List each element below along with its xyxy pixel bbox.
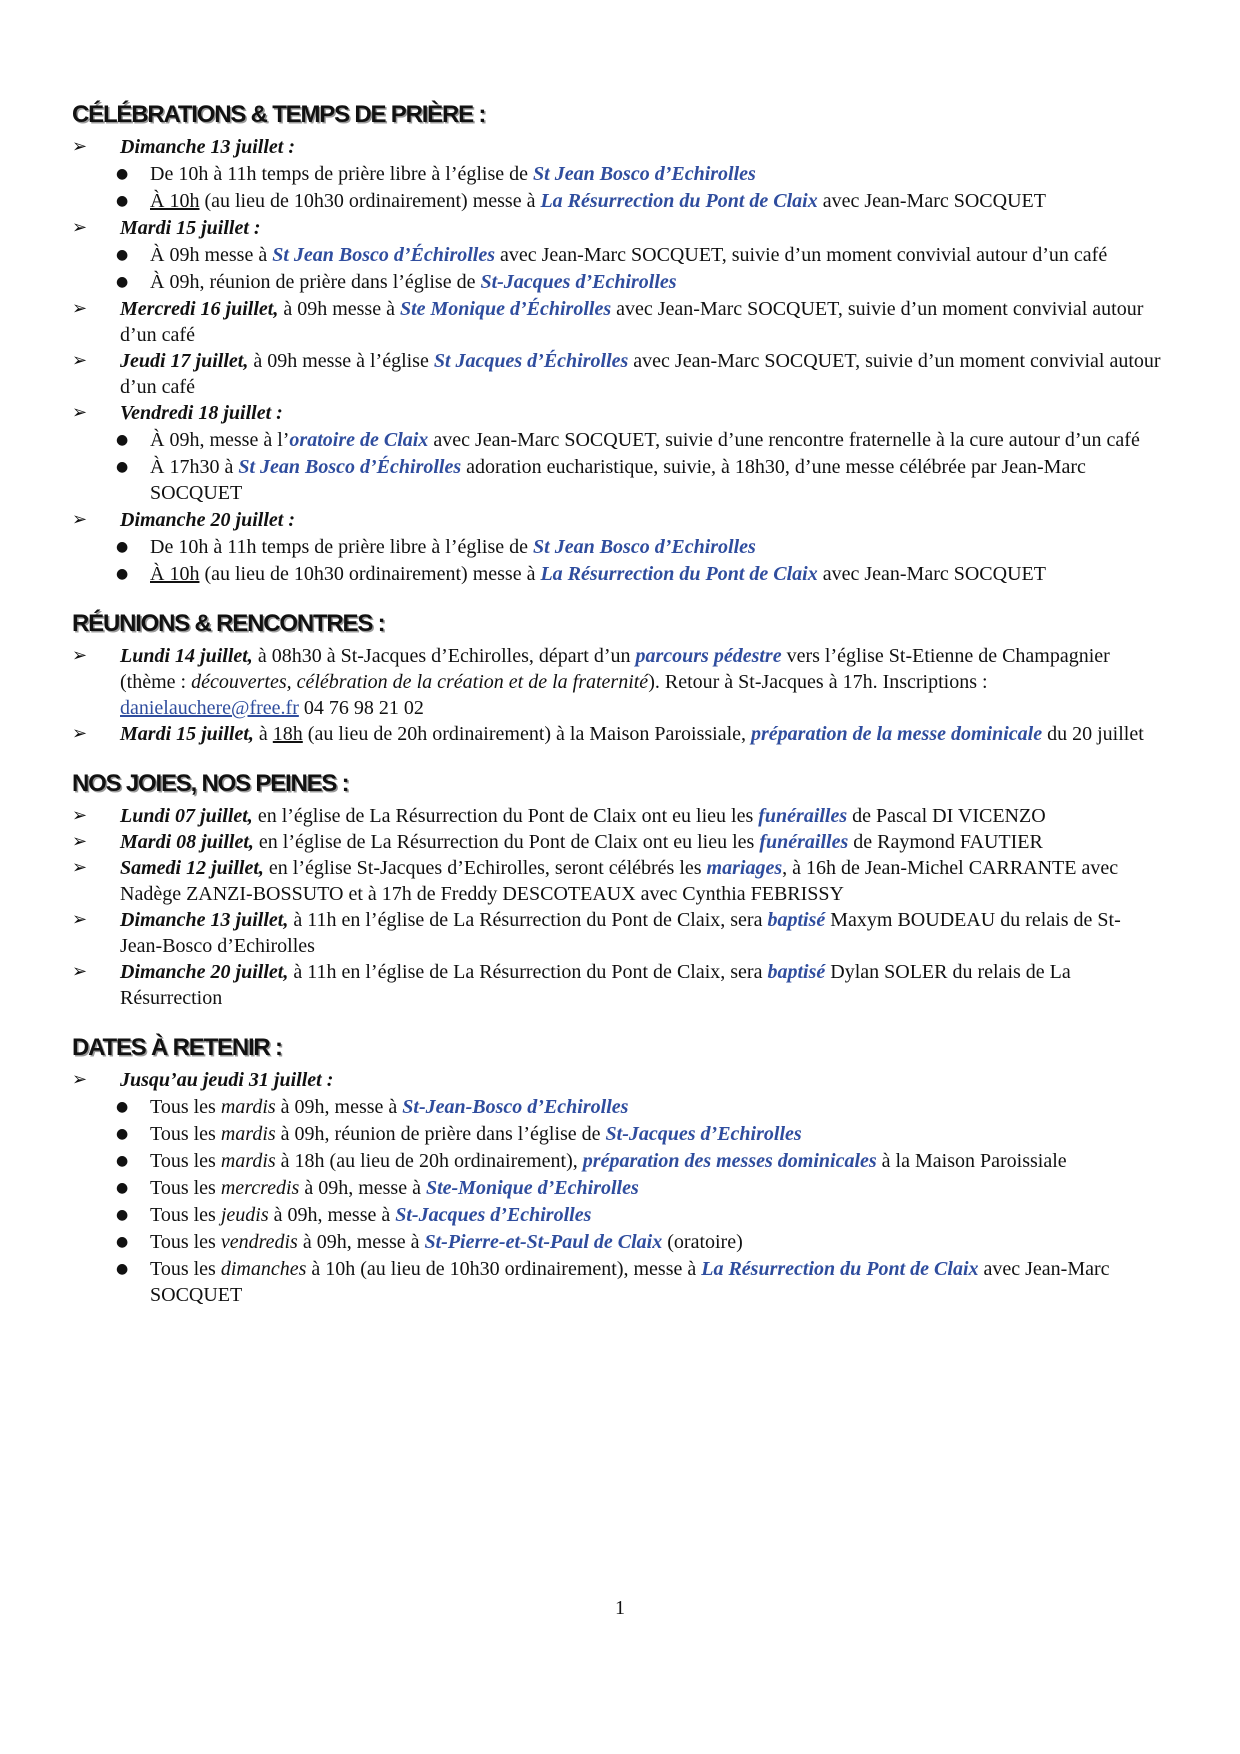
list-item: ➢ Mardi 15 juillet, à 18h (au lieu de 20h ordinairement) à la Maison Paroissiale, préparation de la messe dominicale du 20 juillet (72, 723, 1144, 745)
sub-item: ● Tous les dimanches à 10h (au lieu de 10h30 ordinairement), messe à La Résurrection du Pont de Claix avec Jean-Marc SOCQUET (116, 1258, 1110, 1306)
arrow-bullet-icon: ➢ (72, 350, 88, 371)
sub-item: ● Tous les mardis à 09h, réunion de prière dans l’église de St-Jacques d’Echirolles (116, 1123, 802, 1145)
place-name: St Jacques d’Échirolles (433, 350, 629, 372)
list-item: ➢ Dimanche 13 juillet : (72, 136, 295, 158)
place-name: La Résurrection du Pont de Claix (540, 190, 818, 212)
list-item: ➢ Vendredi 18 juillet : (72, 402, 283, 424)
dot-bullet-icon: ● (116, 1099, 129, 1115)
event-type: baptisé (767, 961, 826, 983)
arrow-bullet-icon: ➢ (72, 909, 88, 930)
place-name: Ste-Monique d’Echirolles (425, 1177, 639, 1199)
sub-item: ● Tous les vendredis à 09h, messe à St-Pierre-et-St-Paul de Claix (oratoire) (116, 1231, 743, 1253)
arrow-bullet-icon: ➢ (72, 509, 88, 530)
event-type: funérailles (758, 805, 848, 827)
sub-item: ● À 09h, réunion de prière dans l’église de St-Jacques d’Echirolles (116, 271, 677, 293)
list-item: ➢ Mercredi 16 juillet, à 09h messe à Ste Monique d’Échirolles avec Jean-Marc SOCQUET, suivie d’un moment convivial autour d’un café (72, 298, 1144, 346)
phone-number: 04 76 98 21 02 (298, 697, 424, 719)
sub-item: ● À 17h30 à St Jean Bosco d’Échirolles adoration eucharistique, suivie, à 18h30, d’une messe célébrée par Jean-Marc SOCQUET (116, 456, 1086, 504)
event-type: mariages (706, 857, 783, 879)
email-link[interactable]: danielauchere@free.fr (120, 697, 299, 719)
list-item: ➢ Samedi 12 juillet, en l’église St-Jacques d’Echirolles, seront célébrés les mariages, à 16h de Jean-Michel CARRANTE avec Nadège ZANZI-BOSSUTO et à 17h de Freddy DESCOTEAUX avec Cynthia FEBRISSY (72, 857, 1119, 905)
arrow-bullet-icon: ➢ (72, 298, 88, 319)
list-item: ➢ Mardi 08 juillet, en l’église de La Résurrection du Pont de Claix ont eu lieu les funérailles de Raymond FAUTIER (72, 831, 1043, 853)
arrow-bullet-icon: ➢ (72, 1069, 88, 1090)
document-content (72, 100, 1162, 1330)
place-name: préparation des messes dominicales (582, 1150, 877, 1172)
list-item: ➢ Dimanche 20 juillet, à 11h en l’église de La Résurrection du Pont de Claix, sera baptisé Dylan SOLER du relais de La Résurrection (72, 961, 1071, 1009)
place-name: St Jean Bosco d’Échirolles (272, 244, 495, 266)
place-name: St-Jacques d’Echirolles (480, 271, 677, 293)
list-item: ➢ Mardi 15 juillet : (72, 217, 261, 239)
place-name: St-Jacques d’Echirolles (605, 1123, 802, 1145)
sub-item: ● À 09h, messe à l’oratoire de Claix avec Jean-Marc SOCQUET, suivie d’une rencontre fraternelle à la cure autour d’un café (116, 429, 1140, 451)
event-type: funérailles (759, 831, 849, 853)
arrow-bullet-icon: ➢ (72, 402, 88, 423)
place-name: Ste Monique d’Échirolles (399, 298, 612, 320)
event-type: baptisé (767, 909, 826, 931)
dot-bullet-icon: ● (116, 1126, 129, 1142)
section-title: NOS JOIES, NOS PEINES : (72, 770, 349, 797)
section-title: DATES À RETENIR : (72, 1034, 282, 1061)
dot-bullet-icon: ● (116, 459, 129, 475)
dot-bullet-icon: ● (116, 274, 129, 290)
sub-item: ● À 10h (au lieu de 10h30 ordinairement) messe à La Résurrection du Pont de Claix avec Jean-Marc SOCQUET (116, 190, 1046, 212)
place-name: préparation de la messe dominicale (751, 723, 1043, 745)
section-title: CÉLÉBRATIONS & TEMPS DE PRIÈRE : (72, 101, 486, 128)
list-item: ➢ Dimanche 20 juillet : (72, 509, 295, 531)
place-name: St Jean Bosco d’Échirolles (238, 456, 462, 478)
arrow-bullet-icon: ➢ (72, 136, 88, 157)
section-celebrations (72, 100, 1162, 587)
sub-item: ● À 09h messe à St Jean Bosco d’Échirolles avec Jean-Marc SOCQUET, suivie d’un moment convivial autour d’un café (116, 244, 1108, 266)
page-number: 1 (615, 1597, 625, 1619)
list-item: ➢ Dimanche 13 juillet, à 11h en l’église de La Résurrection du Pont de Claix, sera baptisé Maxym BOUDEAU du relais de St-Jean-Bosco d’Echirolles (72, 909, 1121, 957)
arrow-bullet-icon: ➢ (72, 857, 88, 878)
list-item: ➢ Jusqu’au jeudi 31 juillet : (72, 1069, 334, 1091)
section-title: RÉUNIONS & RENCONTRES : (72, 610, 385, 637)
arrow-bullet-icon: ➢ (72, 723, 88, 744)
sub-item: ● Tous les mercredis à 09h, messe à Ste-Monique d’Echirolles (116, 1177, 639, 1199)
dot-bullet-icon: ● (116, 1180, 129, 1196)
section-reunions (72, 609, 1162, 747)
section-joies-peines (72, 769, 1162, 1011)
sub-item: ● De 10h à 11h temps de prière libre à l’église de St Jean Bosco d’Echirolles (116, 163, 756, 185)
place-name: St-Pierre-et-St-Paul de Claix (424, 1231, 663, 1253)
arrow-bullet-icon: ➢ (72, 645, 88, 666)
sub-item: ● Tous les jeudis à 09h, messe à St-Jacques d’Echirolles (116, 1204, 592, 1226)
dot-bullet-icon: ● (116, 1153, 129, 1169)
dot-bullet-icon: ● (116, 1234, 129, 1250)
list-item: ➢ Jeudi 17 juillet, à 09h messe à l’église St Jacques d’Échirolles avec Jean-Marc SOCQUET, suivie d’un moment convivial autour d’un café (72, 350, 1161, 398)
dot-bullet-icon: ● (116, 566, 129, 582)
dot-bullet-icon: ● (116, 1261, 129, 1277)
sub-item: ● À 10h (au lieu de 10h30 ordinairement) messe à La Résurrection du Pont de Claix avec Jean-Marc SOCQUET (116, 563, 1046, 585)
dot-bullet-icon: ● (116, 539, 129, 555)
arrow-bullet-icon: ➢ (72, 961, 88, 982)
arrow-bullet-icon: ➢ (72, 831, 88, 852)
arrow-bullet-icon: ➢ (72, 217, 88, 238)
section-dates (72, 1033, 1162, 1308)
dot-bullet-icon: ● (116, 432, 129, 448)
place-name: St-Jacques d’Echirolles (395, 1204, 592, 1226)
list-item: ➢ Lundi 14 juillet, à 08h30 à St-Jacques d’Echirolles, départ d’un parcours pédestre vers l’église St-Etienne de Champagnier (thème : découvertes, célébration de la création et de la fraternité). Retour à St-Jacques à 17h. Inscriptions : danielauchere@free.fr 04 76 98 21 02 (72, 645, 1110, 719)
dot-bullet-icon: ● (116, 193, 129, 209)
place-name: oratoire de Claix (289, 429, 429, 451)
sub-item: ● Tous les mardis à 18h (au lieu de 20h ordinairement), préparation des messes dominicales à la Maison Paroissiale (116, 1150, 1067, 1172)
dot-bullet-icon: ● (116, 1207, 129, 1223)
list-item: ➢ Lundi 07 juillet, en l’église de La Résurrection du Pont de Claix ont eu lieu les funérailles de Pascal DI VICENZO (72, 805, 1046, 827)
place-name: St Jean Bosco d’Echirolles (533, 536, 756, 558)
dot-bullet-icon: ● (116, 166, 129, 182)
place-name: St-Jean-Bosco d’Echirolles (402, 1096, 629, 1118)
arrow-bullet-icon: ➢ (72, 805, 88, 826)
sub-item: ● Tous les mardis à 09h, messe à St-Jean-Bosco d’Echirolles (116, 1096, 629, 1118)
sub-item: ● De 10h à 11h temps de prière libre à l’église de St Jean Bosco d’Echirolles (116, 536, 756, 558)
place-name: St Jean Bosco d’Echirolles (533, 163, 756, 185)
dot-bullet-icon: ● (116, 247, 129, 263)
place-name: La Résurrection du Pont de Claix (701, 1258, 979, 1280)
place-name: parcours pédestre (635, 645, 782, 667)
place-name: La Résurrection du Pont de Claix (540, 563, 818, 585)
